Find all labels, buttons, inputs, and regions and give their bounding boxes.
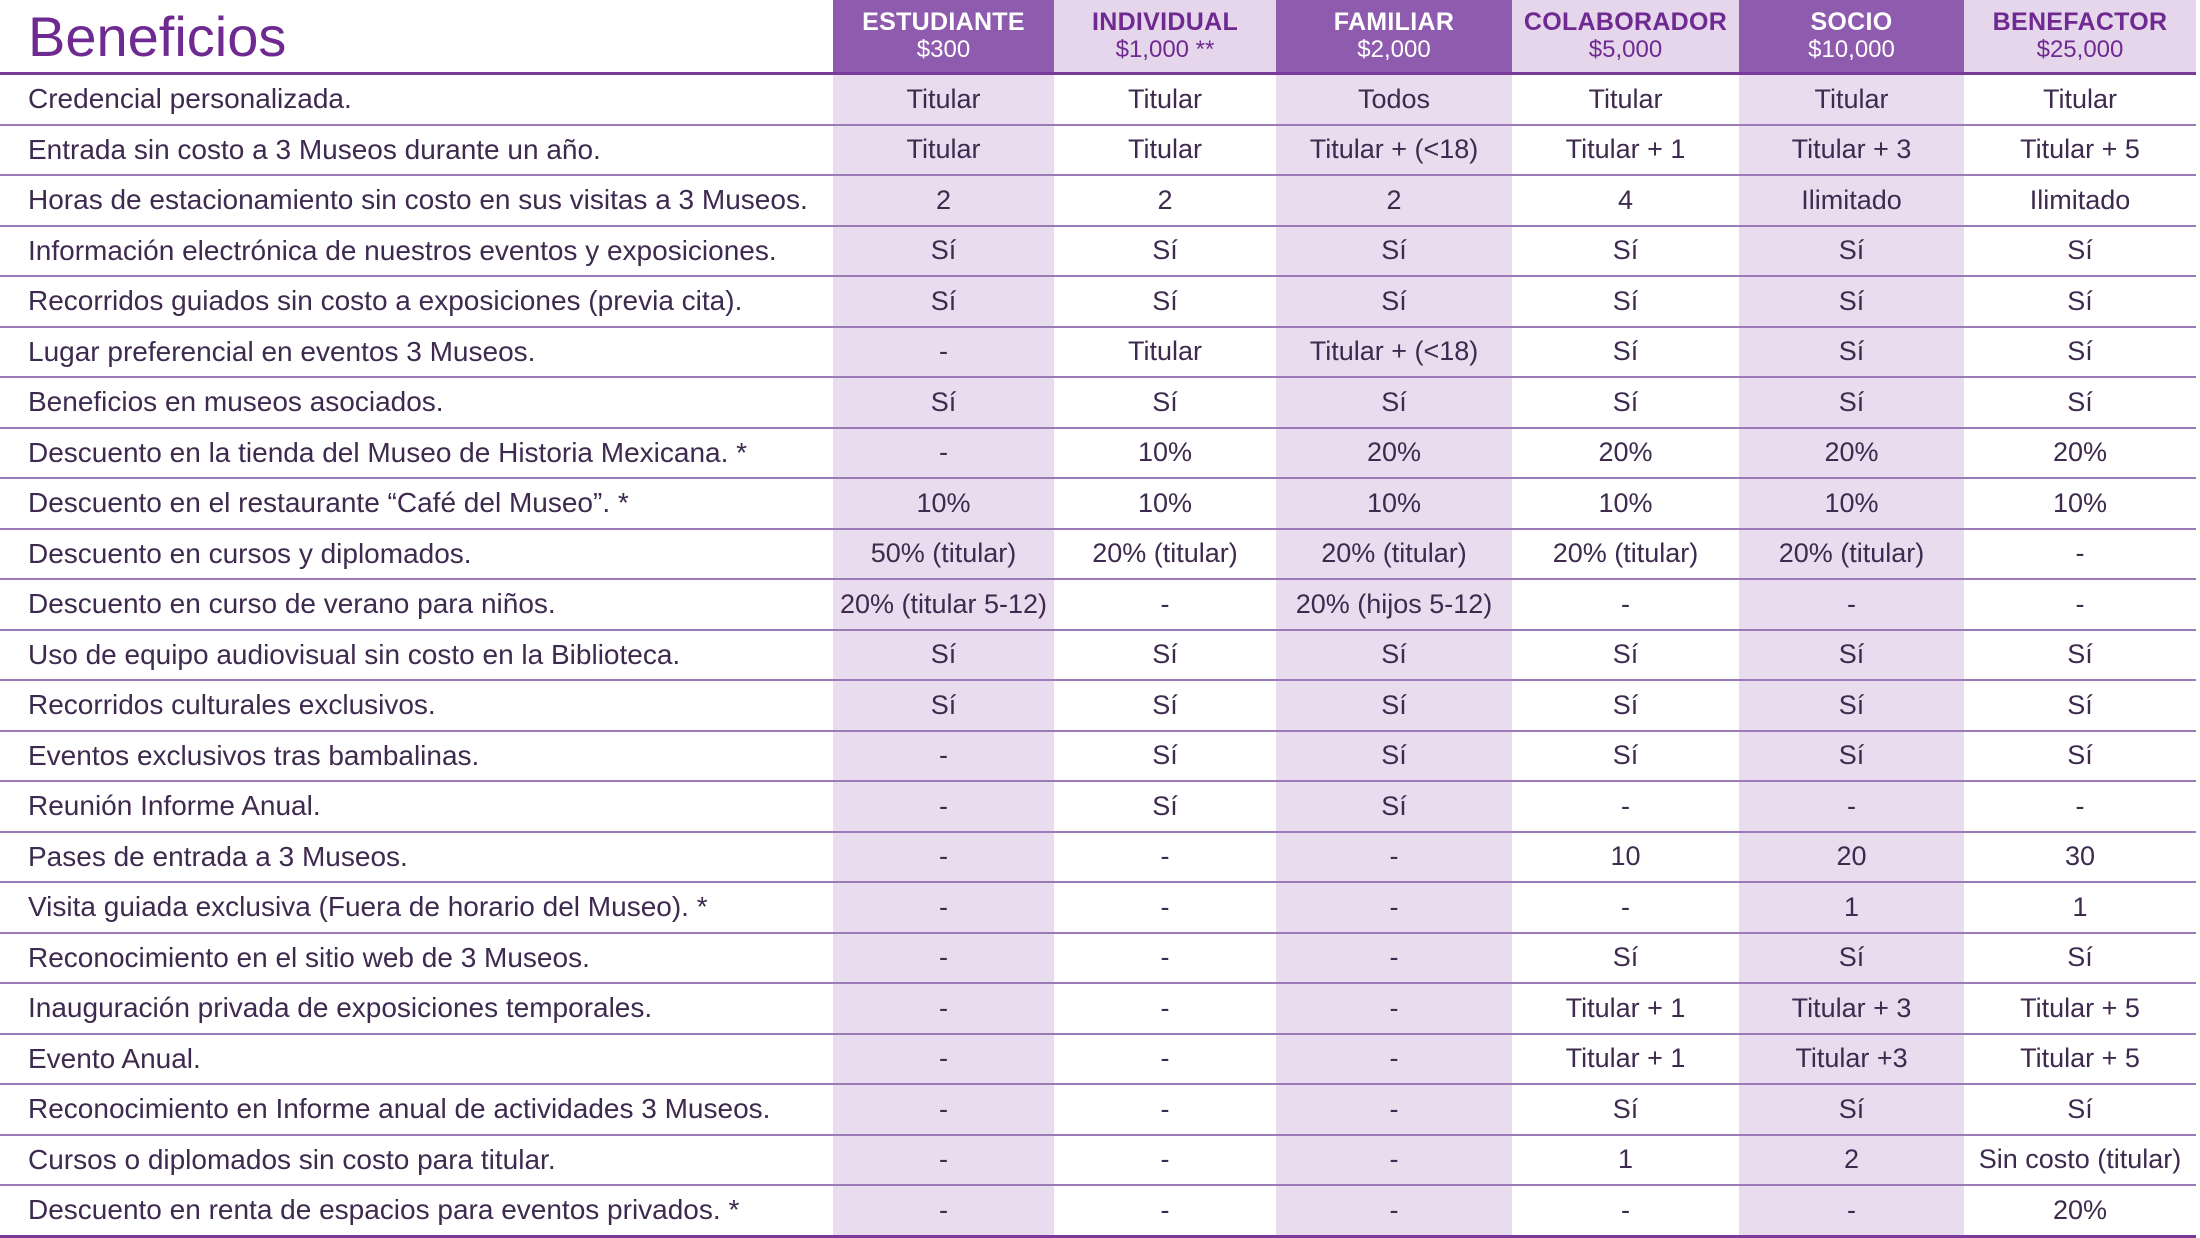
- benefit-value-estudiante: 20% (titular 5-12): [833, 579, 1054, 630]
- benefit-value-colaborador: Sí: [1512, 377, 1739, 428]
- benefit-value-familiar: -: [1276, 1034, 1512, 1085]
- benefit-row: [0, 478, 2196, 529]
- benefit-row: [0, 74, 2196, 125]
- benefit-value-familiar: Titular + (<18): [1276, 125, 1512, 176]
- benefit-value-socio: -: [1739, 1185, 1964, 1236]
- benefit-value-colaborador: Sí: [1512, 1084, 1739, 1135]
- benefit-value-familiar: 20% (titular): [1276, 529, 1512, 580]
- benefit-value-benefactor: Ilimitado: [1964, 175, 2196, 226]
- tier-header-row: [0, 0, 2196, 74]
- benefit-label: Reunión Informe Anual.: [0, 781, 833, 832]
- page-title: Beneficios: [0, 0, 833, 74]
- tier-header-colaborador: [1512, 0, 1739, 74]
- tier-name: SOCIO: [1810, 8, 1893, 36]
- benefit-value-individual: Sí: [1054, 226, 1276, 277]
- benefit-value-estudiante: 2: [833, 175, 1054, 226]
- benefit-row: [0, 630, 2196, 681]
- benefit-value-colaborador: Sí: [1512, 731, 1739, 782]
- benefit-row: [0, 1135, 2196, 1186]
- benefit-value-colaborador: Titular + 1: [1512, 125, 1739, 176]
- benefit-value-colaborador: 10: [1512, 832, 1739, 883]
- benefit-value-individual: -: [1054, 983, 1276, 1034]
- benefit-value-estudiante: 10%: [833, 478, 1054, 529]
- tier-price: $1,000 **: [1115, 36, 1215, 63]
- benefit-value-estudiante: -: [833, 731, 1054, 782]
- tier-name: INDIVIDUAL: [1091, 8, 1239, 36]
- benefit-value-familiar: -: [1276, 933, 1512, 984]
- benefit-value-estudiante: Sí: [833, 680, 1054, 731]
- benefit-value-socio: Sí: [1739, 933, 1964, 984]
- benefit-value-socio: Sí: [1739, 276, 1964, 327]
- tier-header-estudiante: [833, 0, 1054, 74]
- benefit-value-estudiante: -: [833, 781, 1054, 832]
- benefit-label: Reconocimiento en Informe anual de actividades 3 Museos.: [0, 1084, 833, 1135]
- benefit-value-socio: -: [1739, 781, 1964, 832]
- benefit-row: [0, 983, 2196, 1034]
- benefit-value-socio: 10%: [1739, 478, 1964, 529]
- benefit-value-colaborador: 20%: [1512, 428, 1739, 479]
- benefit-row: [0, 125, 2196, 176]
- benefit-label: Beneficios en museos asociados.: [0, 377, 833, 428]
- benefit-value-familiar: Sí: [1276, 630, 1512, 681]
- benefit-value-individual: Sí: [1054, 781, 1276, 832]
- benefit-value-colaborador: -: [1512, 882, 1739, 933]
- benefit-row: [0, 832, 2196, 883]
- benefit-value-individual: Sí: [1054, 630, 1276, 681]
- benefit-value-benefactor: Sí: [1964, 276, 2196, 327]
- benefit-row: [0, 680, 2196, 731]
- benefit-label: Pases de entrada a 3 Museos.: [0, 832, 833, 883]
- benefit-value-socio: Sí: [1739, 1084, 1964, 1135]
- benefit-value-familiar: -: [1276, 1084, 1512, 1135]
- benefit-value-socio: 20: [1739, 832, 1964, 883]
- benefit-value-benefactor: Sí: [1964, 731, 2196, 782]
- benefit-label: Cursos o diplomados sin costo para titular.: [0, 1135, 833, 1186]
- benefit-row: [0, 781, 2196, 832]
- tier-header-benefactor: [1964, 0, 2196, 74]
- benefit-value-individual: Titular: [1054, 327, 1276, 378]
- benefit-label: Información electrónica de nuestros eventos y exposiciones.: [0, 226, 833, 277]
- benefit-value-familiar: -: [1276, 882, 1512, 933]
- benefit-label: Horas de estacionamiento sin costo en sus visitas a 3 Museos.: [0, 175, 833, 226]
- benefit-value-familiar: Titular + (<18): [1276, 327, 1512, 378]
- benefit-label: Lugar preferencial en eventos 3 Museos.: [0, 327, 833, 378]
- benefit-value-benefactor: -: [1964, 781, 2196, 832]
- benefit-row: [0, 1084, 2196, 1135]
- benefit-row: [0, 579, 2196, 630]
- benefit-value-socio: 2: [1739, 1135, 1964, 1186]
- benefit-value-socio: Sí: [1739, 327, 1964, 378]
- benefit-value-benefactor: Sí: [1964, 377, 2196, 428]
- benefit-label: Descuento en curso de verano para niños.: [0, 579, 833, 630]
- benefit-value-estudiante: -: [833, 1135, 1054, 1186]
- benefit-value-colaborador: Sí: [1512, 327, 1739, 378]
- benefit-value-familiar: -: [1276, 1135, 1512, 1186]
- benefit-value-familiar: Sí: [1276, 377, 1512, 428]
- benefit-value-benefactor: Sin costo (titular): [1964, 1135, 2196, 1186]
- benefit-label: Recorridos guiados sin costo a exposiciones (previa cita).: [0, 276, 833, 327]
- benefit-value-socio: Sí: [1739, 226, 1964, 277]
- benefit-value-socio: Titular + 3: [1739, 125, 1964, 176]
- tier-price: $2,000: [1357, 36, 1431, 63]
- benefit-row: [0, 882, 2196, 933]
- benefit-value-familiar: Sí: [1276, 276, 1512, 327]
- benefit-value-familiar: 20%: [1276, 428, 1512, 479]
- benefit-value-colaborador: 20% (titular): [1512, 529, 1739, 580]
- benefit-row: [0, 1034, 2196, 1085]
- benefit-value-socio: Titular: [1739, 74, 1964, 125]
- benefit-value-estudiante: -: [833, 1185, 1054, 1236]
- benefit-value-colaborador: Sí: [1512, 226, 1739, 277]
- benefit-row: [0, 428, 2196, 479]
- benefit-value-colaborador: 10%: [1512, 478, 1739, 529]
- benefit-value-benefactor: Titular: [1964, 74, 2196, 125]
- benefit-value-familiar: -: [1276, 832, 1512, 883]
- benefit-value-estudiante: -: [833, 933, 1054, 984]
- benefit-label: Credencial personalizada.: [0, 74, 833, 125]
- benefit-value-benefactor: 10%: [1964, 478, 2196, 529]
- tier-price: $5,000: [1588, 36, 1663, 63]
- benefit-row: [0, 327, 2196, 378]
- benefit-value-benefactor: Sí: [1964, 680, 2196, 731]
- benefit-value-individual: -: [1054, 579, 1276, 630]
- benefit-value-colaborador: -: [1512, 579, 1739, 630]
- benefit-value-familiar: -: [1276, 983, 1512, 1034]
- benefit-value-socio: Titular + 3: [1739, 983, 1964, 1034]
- benefit-value-socio: 20%: [1739, 428, 1964, 479]
- benefit-value-socio: Sí: [1739, 731, 1964, 782]
- benefit-label: Descuento en el restaurante “Café del Museo”. *: [0, 478, 833, 529]
- benefit-value-colaborador: Titular: [1512, 74, 1739, 125]
- benefit-row: [0, 226, 2196, 277]
- benefit-value-individual: -: [1054, 933, 1276, 984]
- benefit-value-colaborador: 4: [1512, 175, 1739, 226]
- benefit-label: Entrada sin costo a 3 Museos durante un año.: [0, 125, 833, 176]
- benefit-value-colaborador: Sí: [1512, 933, 1739, 984]
- benefit-label: Descuento en la tienda del Museo de Historia Mexicana. *: [0, 428, 833, 479]
- benefit-value-estudiante: -: [833, 832, 1054, 883]
- benefit-value-estudiante: -: [833, 882, 1054, 933]
- benefit-value-estudiante: Sí: [833, 226, 1054, 277]
- benefit-value-estudiante: -: [833, 428, 1054, 479]
- benefit-value-individual: 2: [1054, 175, 1276, 226]
- benefit-row: [0, 377, 2196, 428]
- benefit-value-estudiante: Titular: [833, 74, 1054, 125]
- benefit-value-benefactor: 20%: [1964, 1185, 2196, 1236]
- benefit-label: Visita guiada exclusiva (Fuera de horario del Museo). *: [0, 882, 833, 933]
- benefit-value-individual: Titular: [1054, 125, 1276, 176]
- benefit-value-estudiante: Sí: [833, 377, 1054, 428]
- benefit-row: [0, 933, 2196, 984]
- benefit-value-estudiante: 50% (titular): [833, 529, 1054, 580]
- benefit-label: Evento Anual.: [0, 1034, 833, 1085]
- benefit-value-socio: Titular +3: [1739, 1034, 1964, 1085]
- tier-header-familiar: [1276, 0, 1512, 74]
- benefit-value-estudiante: -: [833, 327, 1054, 378]
- benefit-value-colaborador: -: [1512, 781, 1739, 832]
- benefit-value-colaborador: Sí: [1512, 276, 1739, 327]
- benefit-row: [0, 731, 2196, 782]
- tier-name: BENEFACTOR: [1992, 8, 2168, 36]
- tier-header-socio: [1739, 0, 1964, 74]
- benefit-label: Uso de equipo audiovisual sin costo en la Biblioteca.: [0, 630, 833, 681]
- benefit-value-individual: -: [1054, 1185, 1276, 1236]
- benefit-value-familiar: -: [1276, 1185, 1512, 1236]
- benefit-value-individual: -: [1054, 1034, 1276, 1085]
- benefit-label: Eventos exclusivos tras bambalinas.: [0, 731, 833, 782]
- benefit-value-familiar: Todos: [1276, 74, 1512, 125]
- benefit-value-individual: -: [1054, 882, 1276, 933]
- benefit-value-familiar: 10%: [1276, 478, 1512, 529]
- benefit-row: [0, 276, 2196, 327]
- benefit-value-estudiante: -: [833, 1034, 1054, 1085]
- benefit-value-familiar: Sí: [1276, 680, 1512, 731]
- benefit-value-familiar: 2: [1276, 175, 1512, 226]
- benefit-value-individual: Sí: [1054, 731, 1276, 782]
- benefit-value-familiar: Sí: [1276, 731, 1512, 782]
- benefit-value-socio: -: [1739, 579, 1964, 630]
- benefit-label: Descuento en cursos y diplomados.: [0, 529, 833, 580]
- benefit-value-benefactor: -: [1964, 579, 2196, 630]
- benefit-value-familiar: Sí: [1276, 226, 1512, 277]
- benefit-value-socio: Ilimitado: [1739, 175, 1964, 226]
- benefit-value-estudiante: Sí: [833, 630, 1054, 681]
- benefit-value-colaborador: Titular + 1: [1512, 1034, 1739, 1085]
- benefit-rows: [0, 74, 2196, 1237]
- benefit-value-benefactor: Titular + 5: [1964, 1034, 2196, 1085]
- benefit-value-individual: -: [1054, 1084, 1276, 1135]
- tier-price: $300: [916, 36, 971, 63]
- benefit-value-individual: -: [1054, 832, 1276, 883]
- benefit-value-benefactor: 1: [1964, 882, 2196, 933]
- benefit-value-benefactor: Sí: [1964, 933, 2196, 984]
- benefit-value-colaborador: -: [1512, 1185, 1739, 1236]
- benefit-value-individual: 20% (titular): [1054, 529, 1276, 580]
- benefit-value-familiar: Sí: [1276, 781, 1512, 832]
- tier-name: COLABORADOR: [1523, 8, 1728, 36]
- benefit-value-individual: Titular: [1054, 74, 1276, 125]
- benefit-value-individual: -: [1054, 1135, 1276, 1186]
- benefit-label: Descuento en renta de espacios para eventos privados. *: [0, 1185, 833, 1236]
- benefit-row: [0, 175, 2196, 226]
- benefit-label: Reconocimiento en el sitio web de 3 Museos.: [0, 933, 833, 984]
- tier-price: $25,000: [2036, 36, 2124, 63]
- benefit-value-socio: 1: [1739, 882, 1964, 933]
- benefit-value-socio: Sí: [1739, 630, 1964, 681]
- tier-price: $10,000: [1808, 36, 1895, 63]
- benefit-value-benefactor: Titular + 5: [1964, 125, 2196, 176]
- benefit-value-individual: Sí: [1054, 377, 1276, 428]
- benefit-value-estudiante: -: [833, 1084, 1054, 1135]
- benefit-value-colaborador: Sí: [1512, 680, 1739, 731]
- benefit-value-estudiante: Sí: [833, 276, 1054, 327]
- tier-name: FAMILIAR: [1333, 8, 1455, 36]
- benefit-value-individual: 10%: [1054, 478, 1276, 529]
- benefit-value-benefactor: Sí: [1964, 226, 2196, 277]
- benefit-value-benefactor: Sí: [1964, 1084, 2196, 1135]
- benefit-row: [0, 529, 2196, 580]
- benefit-value-benefactor: -: [1964, 529, 2196, 580]
- benefit-value-colaborador: 1: [1512, 1135, 1739, 1186]
- benefit-value-individual: 10%: [1054, 428, 1276, 479]
- benefit-value-individual: Sí: [1054, 680, 1276, 731]
- benefit-value-socio: Sí: [1739, 680, 1964, 731]
- benefit-value-colaborador: Sí: [1512, 630, 1739, 681]
- benefit-value-estudiante: -: [833, 983, 1054, 1034]
- benefit-label: Recorridos culturales exclusivos.: [0, 680, 833, 731]
- benefit-label: Inauguración privada de exposiciones temporales.: [0, 983, 833, 1034]
- benefit-value-benefactor: 20%: [1964, 428, 2196, 479]
- tier-name: ESTUDIANTE: [862, 8, 1025, 36]
- benefit-value-socio: 20% (titular): [1739, 529, 1964, 580]
- benefit-value-benefactor: Sí: [1964, 630, 2196, 681]
- benefit-value-socio: Sí: [1739, 377, 1964, 428]
- benefit-value-benefactor: Titular + 5: [1964, 983, 2196, 1034]
- benefit-row: [0, 1185, 2196, 1236]
- benefit-value-colaborador: Titular + 1: [1512, 983, 1739, 1034]
- benefit-value-individual: Sí: [1054, 276, 1276, 327]
- benefit-value-estudiante: Titular: [833, 125, 1054, 176]
- benefit-value-familiar: 20% (hijos 5-12): [1276, 579, 1512, 630]
- tier-header-individual: [1054, 0, 1276, 74]
- benefit-value-benefactor: 30: [1964, 832, 2196, 883]
- benefit-value-benefactor: Sí: [1964, 327, 2196, 378]
